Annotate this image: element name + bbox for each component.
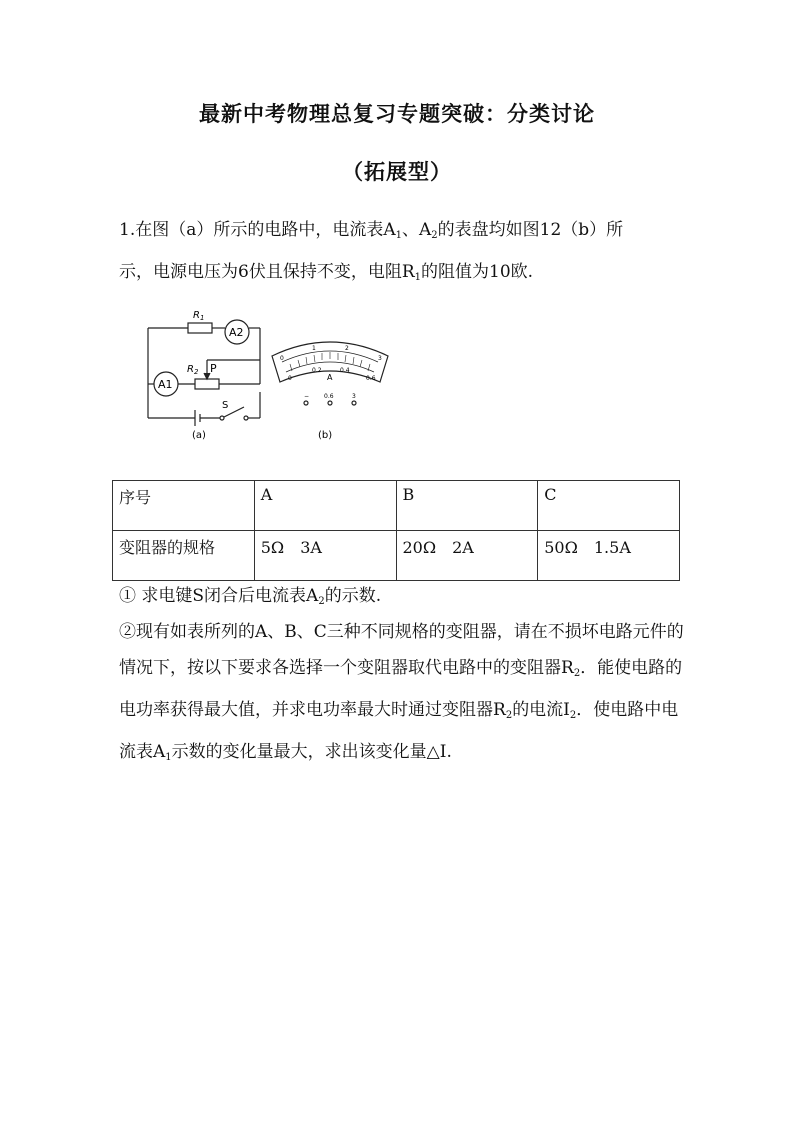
table-cell: 序号	[113, 481, 255, 531]
subscript: 1	[395, 230, 403, 241]
table-row	[113, 481, 680, 531]
table-cell: 50Ω 1.5A	[538, 531, 680, 581]
subscript: 2	[573, 668, 581, 679]
problem-text: 、A	[402, 220, 432, 240]
label-s: S	[222, 400, 229, 411]
circuit-figure	[140, 300, 400, 450]
question-text: 的示数.	[324, 586, 382, 606]
question-text: 的电流I	[512, 700, 570, 720]
table-cell: C	[538, 481, 680, 531]
problem-text: 1.在图（a）所示的电路中，电流表A	[119, 220, 396, 240]
label-b: (b)	[318, 430, 333, 441]
label-r2: $R_2$	[187, 364, 199, 376]
table-cell: A	[254, 481, 396, 531]
question-text: ．使电路中电流表A	[119, 700, 679, 762]
rheostat-r2	[195, 379, 219, 389]
subscript: 2	[569, 710, 577, 721]
problem-text: 的阻值为10欧.	[421, 262, 534, 282]
problem-statement	[119, 212, 689, 296]
resistor-r1	[188, 323, 212, 333]
subscript: 1	[414, 272, 421, 283]
svg-text:3: 3	[352, 393, 356, 400]
question-2	[119, 614, 694, 776]
svg-text:0.6: 0.6	[366, 375, 376, 382]
table-row	[113, 531, 680, 581]
label-a2: A2	[229, 326, 244, 339]
svg-text:0.2: 0.2	[312, 367, 322, 374]
svg-text:0: 0	[288, 375, 292, 382]
dial-terminals	[304, 393, 356, 400]
question-text: ① 求电键S闭合后电流表A	[119, 586, 319, 606]
label-p: P	[210, 362, 217, 375]
subscript: 2	[318, 596, 325, 607]
problem-text: 的表盘均如图12（b）所	[437, 220, 624, 240]
table-cell: 20Ω 2A	[396, 531, 538, 581]
rheostat-spec-table	[112, 480, 680, 581]
label-r1: $R_1$	[193, 310, 205, 322]
table-cell: 5Ω 3A	[254, 531, 396, 581]
dial-unit: A	[327, 373, 333, 382]
svg-text:0: 0	[280, 355, 284, 362]
svg-text:3: 3	[378, 355, 382, 362]
page-title: 最新中考物理总复习专题突破：分类讨论	[199, 101, 595, 126]
svg-text:0.4: 0.4	[340, 367, 350, 374]
svg-text:2: 2	[345, 345, 349, 352]
subscript: 1	[165, 752, 172, 763]
svg-text:1: 1	[312, 345, 316, 352]
table-cell: 变阻器的规格	[113, 531, 255, 581]
label-a: (a)	[192, 430, 206, 441]
table-cell: B	[396, 481, 538, 531]
subscript: 2	[505, 710, 513, 721]
problem-text: 示，电源电压为6伏且保持不变，电阻R	[119, 262, 415, 282]
label-a1: A1	[158, 378, 173, 391]
question-text: 示数的变化量最大，求出该变化量△I.	[171, 742, 452, 762]
page-subtitle: （拓展型）	[342, 159, 452, 184]
svg-text:0.6: 0.6	[324, 393, 334, 400]
svg-text:−: −	[304, 393, 310, 400]
question-text: ②现有如表所列的A、B、C三种不同规格的变阻器，请在不损坏电路元件的情况下，按以下要求各选择一个变阻器取代电路中的变阻器R	[119, 622, 684, 678]
subscript: 2	[431, 230, 438, 241]
question-text: ．能使电路的电功率获得最大值，并求电功率最大时通过变阻器R	[119, 658, 683, 720]
